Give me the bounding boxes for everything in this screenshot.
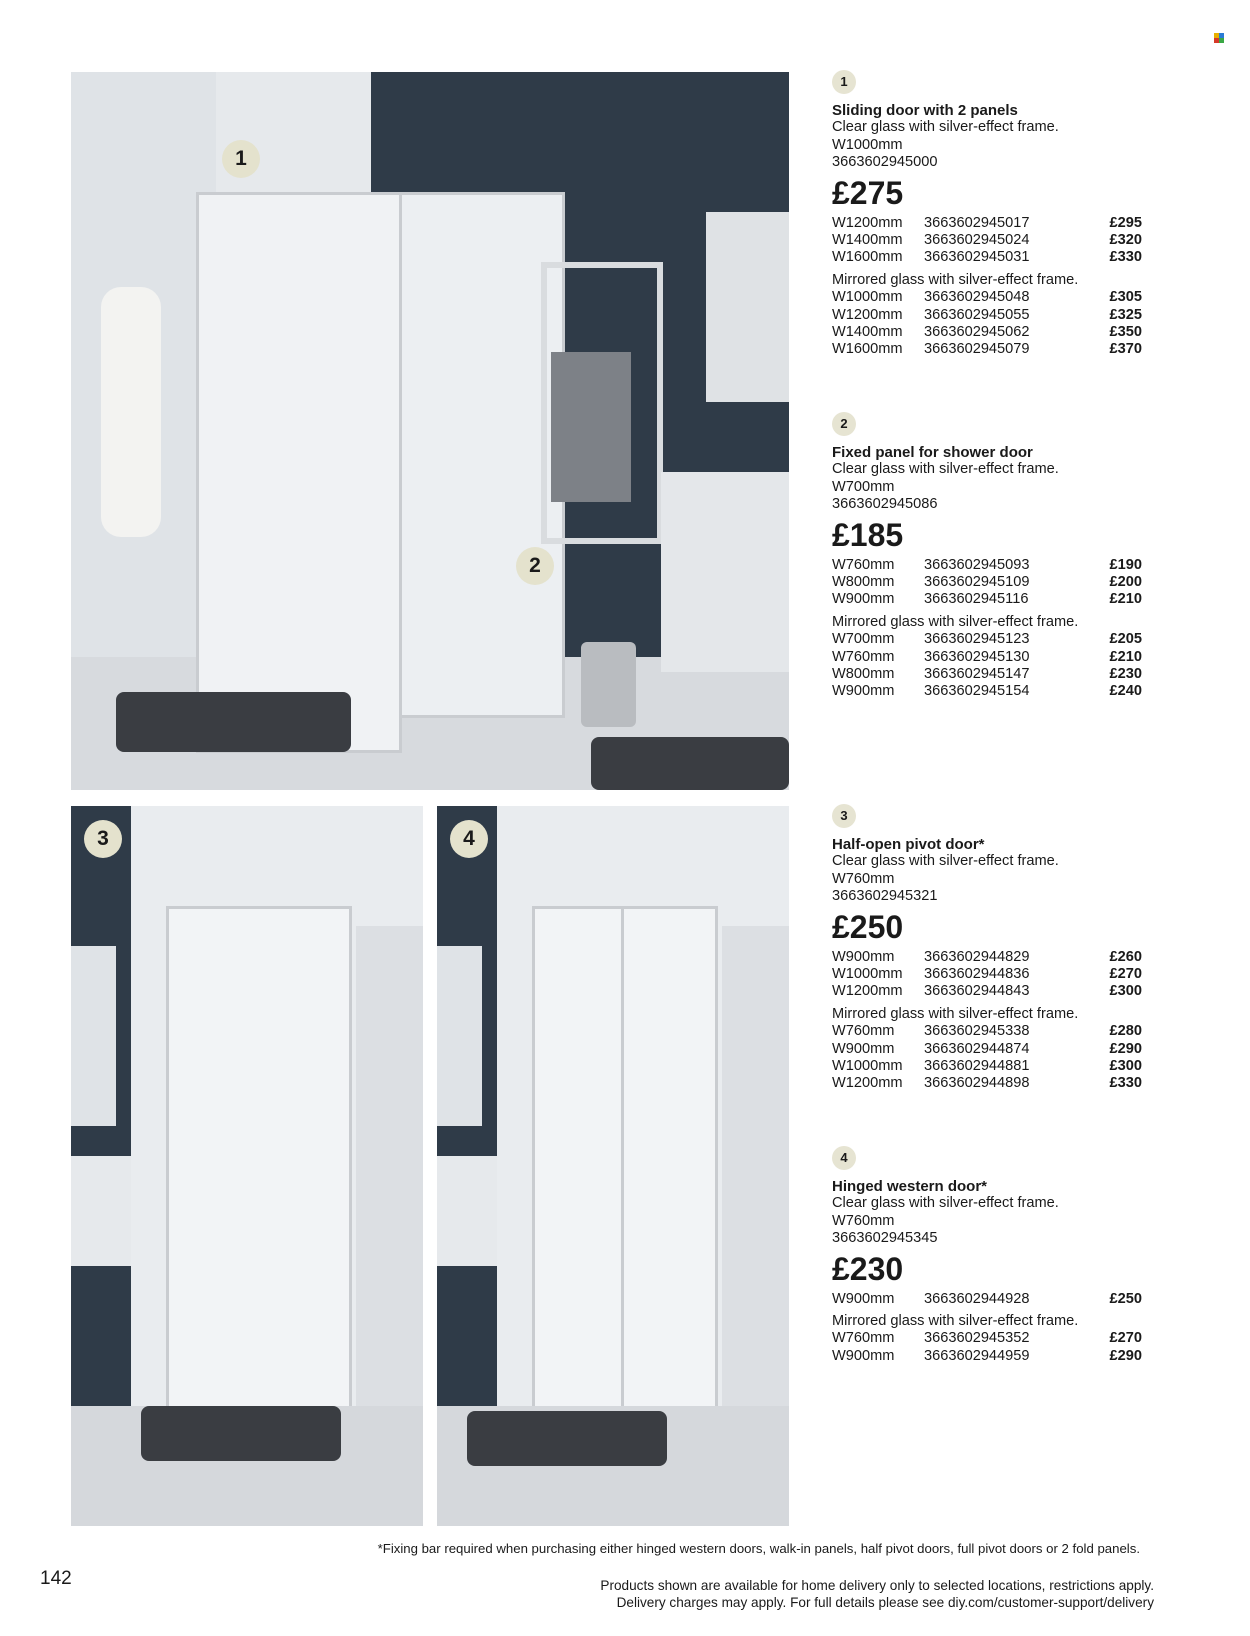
variant-row: W1200mm 3663602944843 £300 (832, 983, 1142, 1000)
product-desc: Clear glass with silver-effect frame. (832, 853, 1059, 870)
product-desc: Clear glass with silver-effect frame. (832, 461, 1059, 478)
vanity-unit (661, 472, 789, 672)
variant-row: W800mm 3663602945109 £200 (832, 574, 1142, 591)
variant-row: W1000mm 3663602944836 £270 (832, 966, 1142, 983)
variant-row: W900mm 3663602944928 £250 (832, 1290, 1142, 1307)
variant-row: W1600mm 3663602945031 £330 (832, 249, 1142, 266)
mirror-cabinet (437, 946, 482, 1126)
shower-door-glass (532, 906, 718, 1412)
badge-1: 1 (222, 140, 260, 178)
mirror-cabinet (706, 212, 789, 402)
product-number: 2 (832, 412, 856, 436)
bathrobe (101, 287, 161, 537)
mirrored-row: W760mm 3663602945130 £210 (832, 648, 1142, 665)
mirrored-row: W1400mm 3663602945062 £350 (832, 323, 1142, 340)
towel (551, 352, 631, 502)
product-number: 1 (832, 70, 856, 94)
mirrored-row: W900mm 3663602944874 £290 (832, 1040, 1142, 1057)
mirror-cabinet (71, 946, 116, 1126)
bath-mat-right (591, 737, 789, 790)
mirrored-row: W800mm 3663602945147 £230 (832, 665, 1142, 682)
mirrored-label: Mirrored glass with silver-effect frame. (832, 1313, 1079, 1330)
mirrored-row: W1200mm 3663602944898 £330 (832, 1075, 1142, 1092)
product-number: 4 (832, 1146, 856, 1170)
photo-sliding-door (71, 72, 789, 790)
shower-door-glass (166, 906, 352, 1412)
product-code: 3663602945321 (832, 888, 938, 905)
product-width: W1000mm (832, 136, 903, 153)
product-title: Hinged western door* (832, 1178, 988, 1195)
vanity-unit (437, 1156, 497, 1266)
mirrored-label: Mirrored glass with silver-effect frame. (832, 613, 1079, 630)
product-width: W760mm (832, 1212, 895, 1229)
product-width: W760mm (832, 870, 895, 887)
delivery-line-1: Products shown are available for home delivery only to selected locations, restrictions apply. (600, 1578, 1154, 1593)
photo-western-door (437, 806, 789, 1526)
product-code: 3663602945345 (832, 1230, 938, 1247)
mirrored-row: W700mm 3663602945123 £205 (832, 631, 1142, 648)
product-code: 3663602945000 (832, 154, 938, 171)
delivery-line-2: Delivery charges may apply. For full details please see diy.com/customer-support/delivery (616, 1595, 1154, 1610)
product-1 (832, 70, 1142, 359)
variant-row: W1200mm 3663602945017 £295 (832, 214, 1142, 231)
variant-row: W900mm 3663602944829 £260 (832, 948, 1142, 965)
product-number: 3 (832, 804, 856, 828)
product-desc: Clear glass with silver-effect frame. (832, 119, 1059, 136)
product-price: £230 (832, 1250, 904, 1287)
variant-row: W1400mm 3663602945024 £320 (832, 232, 1142, 249)
badge-3: 3 (84, 820, 122, 858)
product-code: 3663602945086 (832, 496, 938, 513)
product-desc: Clear glass with silver-effect frame. (832, 1195, 1059, 1212)
mirrored-row: W760mm 3663602945338 £280 (832, 1023, 1142, 1040)
mirrored-row: W760mm 3663602945352 £270 (832, 1330, 1142, 1347)
variant-row: W760mm 3663602945093 £190 (832, 556, 1142, 573)
product-title: Half-open pivot door* (832, 836, 985, 853)
bin (581, 642, 636, 727)
mirrored-row: W1200mm 3663602945055 £325 (832, 306, 1142, 323)
bath-mat (116, 692, 351, 752)
fixing-bar-footnote: *Fixing bar required when purchasing either hinged western doors, walk-in panels, half pivot doors, full pivot doors or 2 fold panels. (377, 1541, 1140, 1556)
bath-mat (141, 1406, 341, 1461)
mirrored-row: W1000mm 3663602944881 £300 (832, 1057, 1142, 1074)
product-2 (832, 412, 1142, 701)
mirrored-row: W900mm 3663602944959 £290 (832, 1347, 1142, 1364)
mirrored-row: W1000mm 3663602945048 £305 (832, 289, 1142, 306)
product-3 (832, 804, 1142, 1093)
product-width: W700mm (832, 478, 895, 495)
product-price: £185 (832, 516, 904, 553)
product-title: Sliding door with 2 panels (832, 102, 1018, 119)
delivery-note (600, 1577, 1154, 1611)
product-4 (832, 1146, 1142, 1365)
photo-pivot-door (71, 806, 423, 1526)
badge-4: 4 (450, 820, 488, 858)
page-number: 142 (40, 1568, 72, 1589)
product-price: £275 (832, 174, 904, 211)
badge-2: 2 (516, 547, 554, 585)
shower-enclosure (196, 192, 402, 753)
variant-row: W900mm 3663602945116 £210 (832, 591, 1142, 608)
bath-mat (467, 1411, 667, 1466)
product-title: Fixed panel for shower door (832, 444, 1033, 461)
mirrored-row: W1600mm 3663602945079 £370 (832, 341, 1142, 358)
mirrored-label: Mirrored glass with silver-effect frame. (832, 271, 1079, 288)
mirrored-label: Mirrored glass with silver-effect frame. (832, 1005, 1079, 1022)
product-price: £250 (832, 908, 904, 945)
vanity-unit (71, 1156, 131, 1266)
mirrored-row: W900mm 3663602945154 £240 (832, 683, 1142, 700)
brand-logo-mark (1214, 33, 1224, 43)
